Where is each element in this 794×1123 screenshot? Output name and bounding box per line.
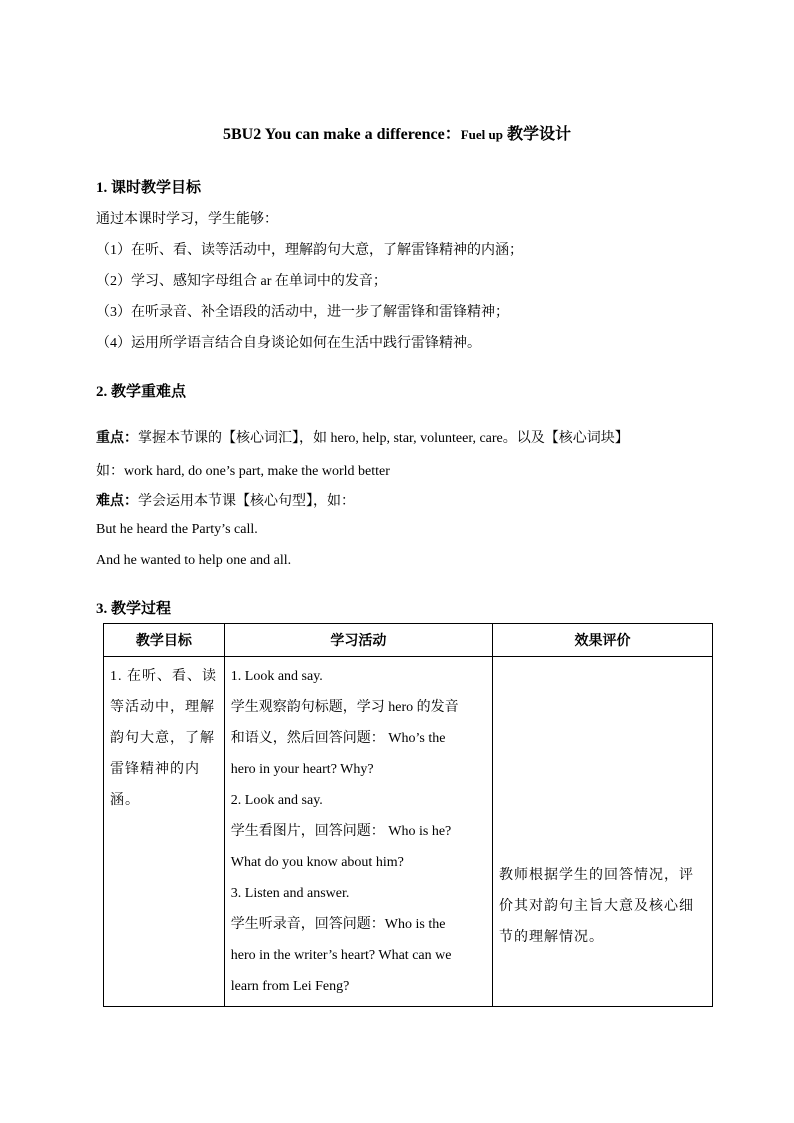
header-evaluation: 效果评价 [493,624,713,657]
activity-line: learn from Lei Feng? [230,979,350,994]
key-point [96,427,629,447]
activity-line: 1. Look and say. [230,669,323,684]
section2-heading: 2. 教学重难点 [96,384,187,400]
activity-line: hero in the writer’s heart? What can we [230,948,452,963]
objective-item-4: （4）运用所学语言结合自身谈论如何在生活中践行雷锋精神。 [96,336,481,351]
title-suffix: 教学设计 [503,126,572,143]
activity-line: hero in your heart? Why? [230,762,374,777]
activity-line: 学生观察韵句标题，学习 hero 的发音 [230,700,459,715]
section3-heading: 3. 教学过程 [96,601,172,617]
header-goal: 教学目标 [104,624,225,657]
objective-item-1: （1）在听、看、读等活动中，理解韵句大意，了解雷锋精神的内涵； [96,243,523,258]
objective-item-2: （2）学习、感知字母组合 ar 在单词中的发音； [96,274,387,289]
header-activity: 学习活动 [224,624,492,657]
title-main: 5BU2 You can make a difference： [222,126,461,143]
activity-line: 2. Look and say. [230,793,323,808]
activity-line: 学生听录音，回答问题：Who is the [230,917,446,932]
document-title [0,121,794,144]
core-sentence-2: And he wanted to help one and all. [96,553,292,568]
evaluation-cell [493,657,713,1007]
activity-cell [224,657,492,1007]
title-fuel-up: Fuel up [460,127,503,142]
activity-line: 学生看图片，回答问题： Who is he? [230,824,452,839]
objective-item-3: （3）在听录音、补全语段的活动中，进一步了解雷锋和雷锋精神； [96,305,509,320]
core-sentence-1: But he heard the Party’s call. [96,522,258,537]
section1-intro: 通过本课时学习，学生能够： [96,212,278,227]
difficult-point [96,490,355,510]
difficult-point-label: 难点： [96,494,138,509]
key-point-label: 重点： [96,431,138,446]
teaching-process-table [103,623,713,1007]
table-row [104,657,713,1007]
activity-line: What do you know about him? [230,855,404,870]
section1-heading: 1. 课时教学目标 [96,180,202,196]
table-header-row [104,624,713,657]
difficult-point-text: 学会运用本节课【核心句型】，如： [138,494,355,509]
activity-line: 和语义，然后回答问题： Who’s the [230,731,446,746]
goal-cell: 1. 在听、看、读等活动中，理解韵句大意，了解雷锋精神的内涵。 [104,657,225,1007]
key-point-examples: 如：work hard, do one’s part, make the world better [96,464,390,479]
key-point-text: 掌握本节课的【核心词汇】，如 hero, help, star, volunteer, care。以及【核心词块】 [138,431,629,446]
activity-line: 3. Listen and answer. [230,886,350,901]
evaluation-text: 教师根据学生的回答情况，评价其对韵句主旨大意及核心细节的理解情况。 [499,868,694,945]
